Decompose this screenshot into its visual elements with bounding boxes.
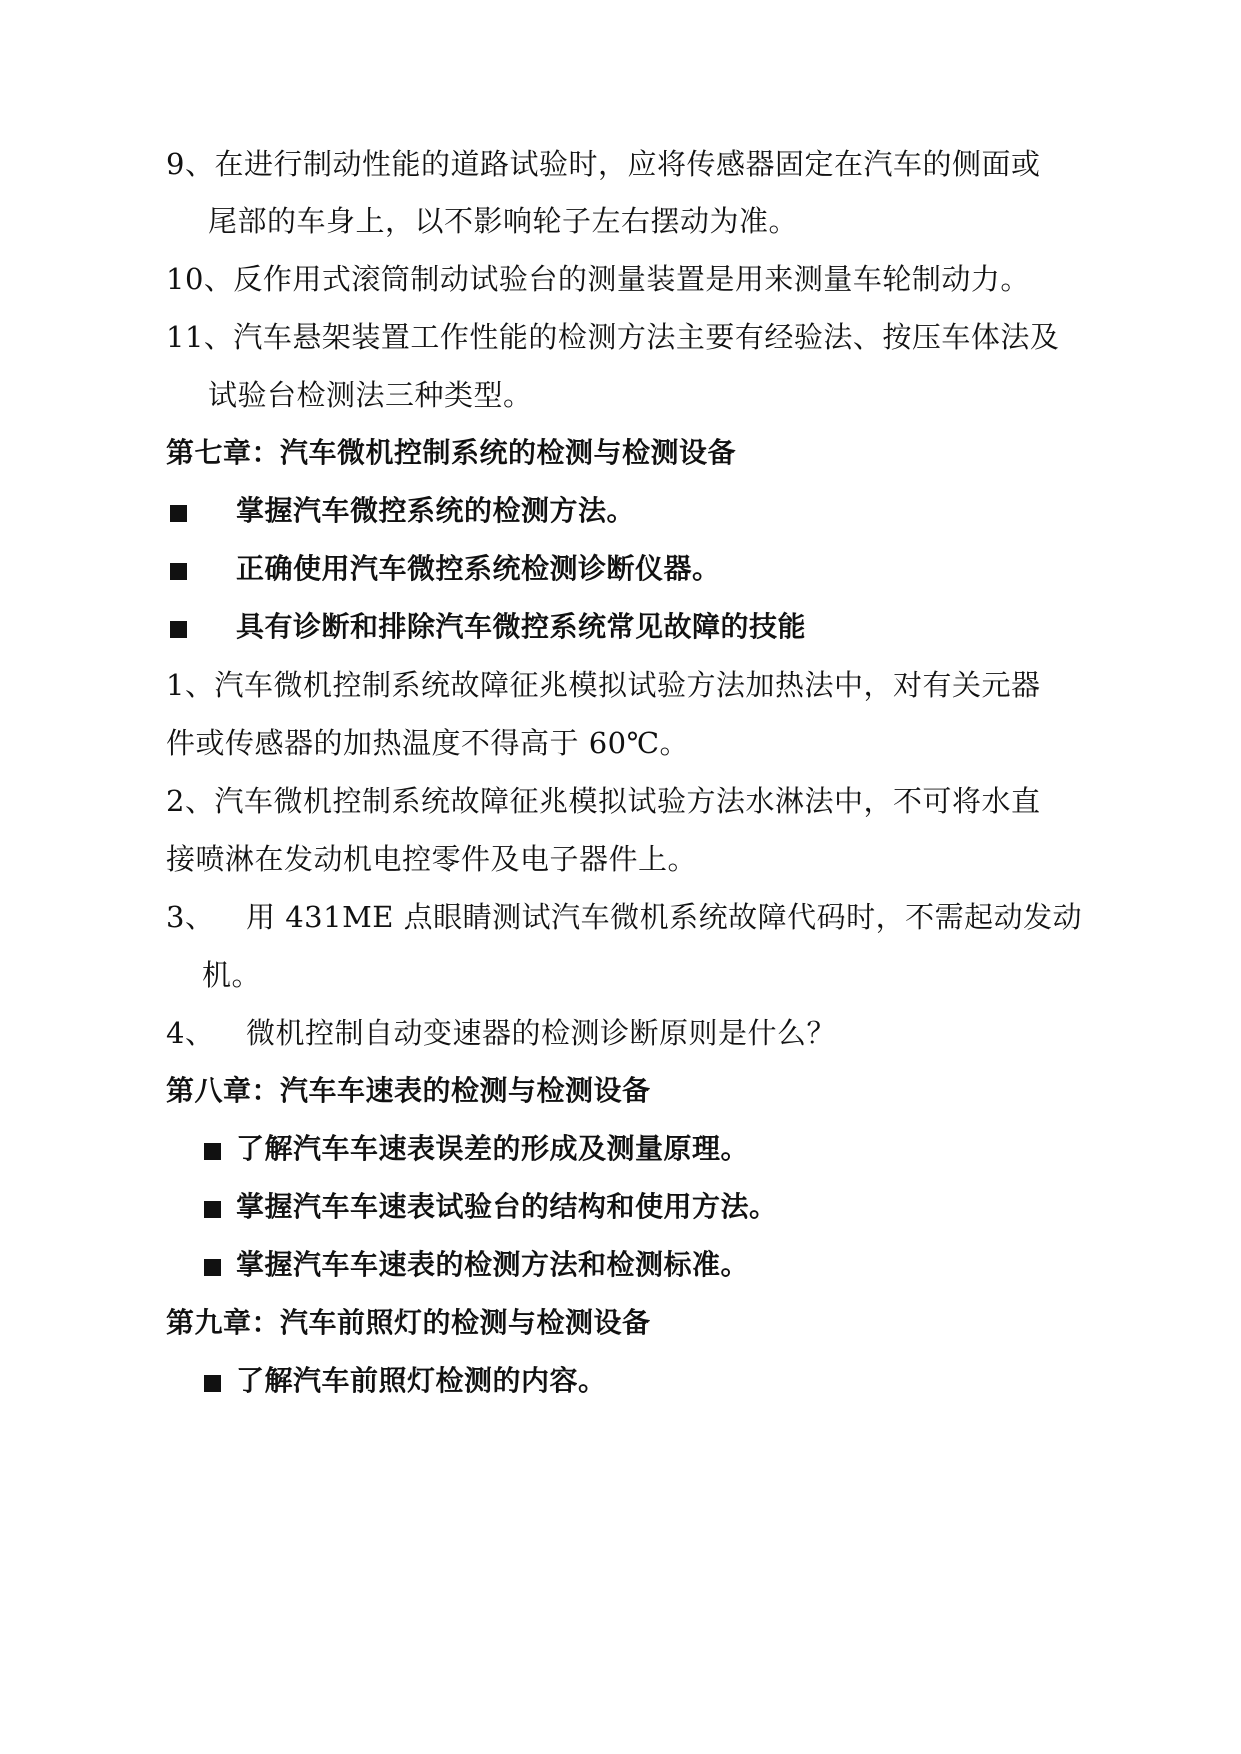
question-11-line-1 [0,317,1241,381]
question-text: 微机控制自动变速器的检测诊断原则是什么？ [246,1016,837,1050]
question-9-line-1 [0,144,1241,208]
question-text: 机。 [202,958,262,992]
chapter-8-goal-3 [0,1245,1241,1309]
goal-text: 掌握汽车车速表试验台的结构和使用方法。 [236,1190,778,1223]
ch7-question-2-line-1 [0,781,1241,845]
question-text: 接喷淋在发动机电控零件及电子器件上。 [166,842,698,876]
ch7-question-4 [0,1013,1241,1077]
chapter-9-goal-1 [0,1361,1241,1425]
question-text: 11、汽车悬架装置工作性能的检测方法主要有经验法、按压车体法及 [166,320,1060,354]
question-9-line-2 [0,201,1241,265]
ch7-question-3-line-2 [0,955,1241,1019]
chapter-title: 第八章：汽车车速表的检测与检测设备 [166,1074,651,1107]
chapter-title: 第七章：汽车微机控制系统的检测与检测设备 [166,436,737,469]
goal-text: 掌握汽车微控系统的检测方法。 [236,494,636,527]
square-bullet-icon [204,1375,221,1392]
chapter-8-title [0,1071,1241,1135]
goal-text: 正确使用汽车微控系统检测诊断仪器。 [236,552,721,585]
square-bullet-icon [204,1201,221,1218]
chapter-7-goal-1 [0,491,1241,555]
chapter-7-goal-2 [0,549,1241,613]
question-text: 10、反作用式滚筒制动试验台的测量装置是用来测量车轮制动力。 [166,262,1030,296]
question-text: 2、汽车微机控制系统故障征兆模拟试验方法水淋法中，不可将水直 [166,784,1041,818]
question-text: 尾部的车身上，以不影响轮子左右摆动为准。 [208,204,799,238]
chapter-8-goal-2 [0,1187,1241,1251]
question-number: 3、 [166,900,215,934]
ch7-question-2-line-2 [0,839,1241,903]
question-11-line-2 [0,375,1241,439]
question-text: 9、在进行制动性能的道路试验时，应将传感器固定在汽车的侧面或 [166,147,1041,181]
square-bullet-icon [170,621,187,638]
square-bullet-icon [204,1143,221,1160]
chapter-8-goal-1 [0,1129,1241,1193]
chapter-title: 第九章：汽车前照灯的检测与检测设备 [166,1306,651,1339]
question-text: 1、汽车微机控制系统故障征兆模拟试验方法加热法中，对有关元器 [166,668,1041,702]
square-bullet-icon [170,563,187,580]
question-text: 件或传感器的加热温度不得高于 60℃。 [166,726,690,760]
question-10 [0,259,1241,323]
square-bullet-icon [170,505,187,522]
goal-text: 掌握汽车车速表的检测方法和检测标准。 [236,1248,750,1281]
chapter-9-title [0,1303,1241,1367]
chapter-7-goal-3 [0,607,1241,671]
goal-text: 了解汽车前照灯检测的内容。 [236,1364,607,1397]
goal-text: 了解汽车车速表误差的形成及测量原理。 [236,1132,750,1165]
question-text: 试验台检测法三种类型。 [208,378,533,412]
ch7-question-1-line-2 [0,723,1241,787]
chapter-7-title [0,433,1241,497]
square-bullet-icon [204,1259,221,1276]
ch7-question-3-line-1 [0,897,1241,961]
ch7-question-1-line-1 [0,665,1241,729]
question-text: 用 431ME 点眼睛测试汽车微机系统故障代码时，不需起动发动 [246,900,1083,934]
goal-text: 具有诊断和排除汽车微控系统常见故障的技能 [236,610,807,643]
question-number: 4、 [166,1016,215,1050]
